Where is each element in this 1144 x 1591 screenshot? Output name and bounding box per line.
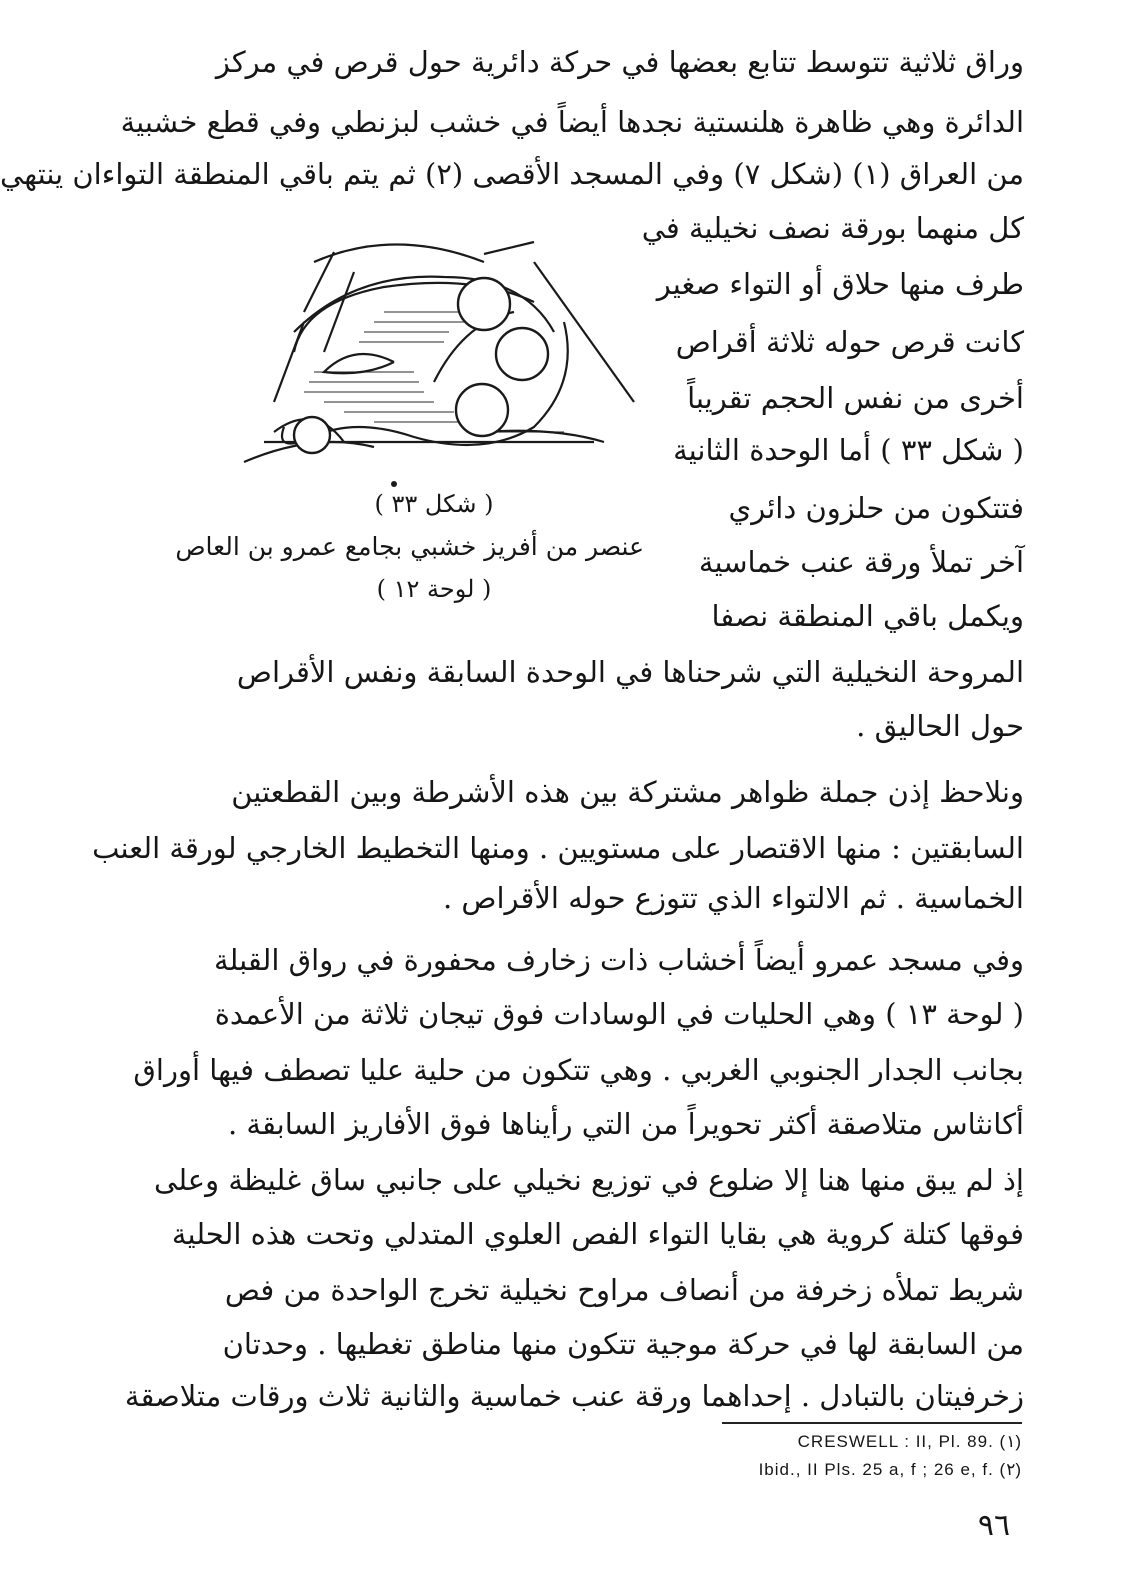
footnote-divider [722, 1422, 1022, 1424]
text-line: وراق ثلاثية تتوسط تتابع بعضها في حركة دائرية حول قرص في مركز [215, 45, 1024, 79]
text-line: من السابقة لها في حركة موجية تتكون منها مناطق تغطيها . وحدتان [222, 1327, 1024, 1361]
side-text-line: كانت قرص حوله ثلاثة أقراص [675, 325, 1024, 359]
text-line: إذ لم يبق منها هنا إلا ضلوع في توزيع نخيلي على جانبي ساق غليظة وعلى [154, 1163, 1024, 1197]
text-line: شريط تملأه زخرفة من أنصاف مراوح نخيلية تخرج الواحدة من فص [224, 1273, 1024, 1307]
text-line: الخماسية . ثم الالتواء الذي تتوزع حوله الأقراص . [442, 881, 1024, 915]
footnote: Ibid., II Pls. 25 a, f ; 26 e, f. (٢) [758, 1460, 1022, 1479]
text-line: من العراق (١) (شكل ٧) وفي المسجد الأقصى (٢) ثم يتم باقي المنطقة التواءان ينتهي [0, 157, 1024, 191]
text-line: حول الحاليق . [856, 709, 1024, 743]
text-line: ( لوحة ١٣ ) وهي الحليات في الوسادات فوق تيجان ثلاثة من الأعمدة [214, 997, 1024, 1031]
text-line: أكانثاس متلاصقة أكثر تحويراً من التي رأيناها فوق الأفاريز السابقة . [228, 1107, 1024, 1141]
figure-caption-title: ( شكل ٣٣ ) [374, 490, 494, 518]
text-line: السابقتين : منها الاقتصار على مستويين . ومنها التخطيط الخارجي لورقة العنب [92, 831, 1024, 865]
text-line: ونلاحظ إذن جملة ظواهر مشتركة بين هذه الأشرطة وبين القطعتين [231, 775, 1024, 809]
text-line: زخرفيتان بالتبادل . إحداهما ورقة عنب خماسية والثانية ثلاث ورقات متلاصقة [124, 1379, 1024, 1413]
text-line: كل منهما بورقة نصف نخيلية في [641, 211, 1024, 245]
figure-caption-description: عنصر من أفريز خشبي بجامع عمرو بن العاص [175, 532, 644, 561]
side-text-line: أخرى من نفس الحجم تقريباً [687, 381, 1024, 415]
side-text-line: طرف منها حلاق أو التواء صغير [656, 267, 1024, 301]
text-line: الدائرة وهي ظاهرة هلنستية نجدها أيضاً في خشب لبزنطي وفي قطع خشبية [120, 105, 1024, 139]
page-number: ٩٦ [977, 1508, 1011, 1543]
frieze-ornament-figure [234, 232, 654, 492]
side-text-line: فتتكون من حلزون دائري [728, 491, 1024, 525]
footnote: CRESWELL : II, Pl. 89. (١) [797, 1432, 1022, 1451]
side-text-line: آخر تملأ ورقة عنب خماسية [698, 545, 1024, 579]
side-text-line: ويكمل باقي المنطقة نصفا [711, 599, 1024, 633]
side-text-line: ( شكل ٣٣ ) أما الوحدة الثانية [673, 433, 1024, 467]
text-line: المروحة النخيلية التي شرحناها في الوحدة السابقة ونفس الأقراص [236, 655, 1024, 689]
text-line: فوقها كتلة كروية هي بقايا التواء الفص العلوي المتدلي وتحت هذه الحلية [171, 1217, 1024, 1251]
text-line: بجانب الجدار الجنوبي الغربي . وهي تتكون من حلية عليا تصطف فيها أوراق [133, 1053, 1024, 1087]
figure-caption-plate: ( لوحة ١٢ ) [376, 575, 492, 603]
text-line: وفي مسجد عمرو أيضاً أخشاب ذات زخارف محفورة في رواق القبلة [213, 943, 1024, 977]
